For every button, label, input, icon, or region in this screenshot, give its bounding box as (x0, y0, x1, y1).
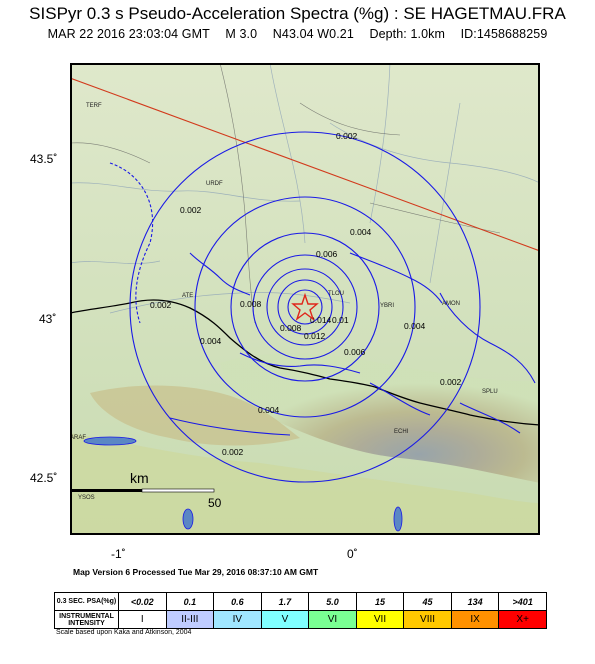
place-label: ECHI (394, 429, 409, 435)
contour-label: 0.002 (150, 300, 172, 310)
legend-intensity-value: II-III (166, 611, 214, 629)
contour-label: 0.004 (350, 227, 372, 237)
place-label: YBRI (380, 303, 395, 309)
scale-note: Scale based upon Kaka and Atkinson, 2004 (56, 629, 192, 636)
legend-intensity-row (55, 611, 547, 629)
lon-label-minus1: -1˚ (111, 547, 126, 561)
legend-intensity-value: V (261, 611, 309, 629)
place-label: ATE (182, 293, 194, 299)
lake (183, 509, 193, 529)
contour-label: 0.008 (240, 299, 262, 309)
place-label: URDF (206, 181, 223, 187)
lat-label-43: 43˚ (39, 312, 57, 326)
event-subtitle (0, 27, 595, 41)
contour-label: 0.004 (258, 405, 280, 415)
contour-label: 0.004 (404, 321, 426, 331)
shakemap-frame (70, 63, 540, 535)
lake (394, 507, 402, 531)
legend-intensity-value: X+ (499, 611, 547, 629)
legend-psa-value: 5.0 (309, 593, 357, 611)
legend-psa-value: <0.02 (119, 593, 167, 611)
contour-label: 0.002 (440, 377, 462, 387)
legend-intensity-value: VIII (404, 611, 452, 629)
place-label: TERF (86, 103, 102, 109)
legend-intensity-value: VII (356, 611, 404, 629)
contour-label: 0.014 (310, 315, 332, 325)
event-id: ID:1458688259 (460, 27, 548, 41)
legend-psa-value: 1.7 (261, 593, 309, 611)
place-label: YSOS (78, 495, 95, 501)
shakemap-svg (70, 63, 540, 535)
legend-psa-header: 0.3 SEC. PSA(%g) (55, 593, 119, 611)
map-version: Map Version 6 Processed Tue Mar 29, 2016 08:37:10 AM GMT (73, 567, 319, 577)
scale-bar-unit: km (130, 470, 149, 486)
intensity-legend (54, 592, 547, 629)
lon-label-0: 0˚ (347, 547, 358, 561)
contour-label: 0.01 (332, 315, 349, 325)
legend-psa-value: 0.6 (214, 593, 262, 611)
place-label: TLOU (328, 291, 345, 297)
legend-intensity-value: VI (309, 611, 357, 629)
legend-intensity-header: INSTRUMENTAL INTENSITY (55, 611, 119, 629)
contour-label: 0.006 (344, 347, 366, 357)
event-magnitude: M 3.0 (225, 27, 258, 41)
map-title: SISPyr 0.3 s Pseudo-Acceleration Spectra (%g) : SE HAGETMAU.FRA (29, 4, 566, 23)
scale-bar-value: 50 (208, 496, 222, 510)
legend-intensity-value: IV (214, 611, 262, 629)
lake (84, 437, 136, 445)
contour-label: 0.006 (316, 249, 338, 259)
contour-label: 0.002 (222, 447, 244, 457)
contour-label: 0.008 (280, 323, 302, 333)
legend-psa-value: 15 (356, 593, 404, 611)
legend-intensity-value: I (119, 611, 167, 629)
event-datetime: MAR 22 2016 23:03:04 GMT (47, 27, 210, 41)
lat-label-43-5: 43.5˚ (30, 152, 58, 166)
contour-label: 0.002 (336, 131, 358, 141)
legend-psa-row (55, 593, 547, 611)
legend-psa-value: 0.1 (166, 593, 214, 611)
legend-psa-value: 134 (451, 593, 499, 611)
legend-psa-value: 45 (404, 593, 452, 611)
lat-label-42-5: 42.5˚ (30, 471, 58, 485)
event-depth: Depth: 1.0km (369, 27, 445, 41)
place-label: SPLU (482, 389, 498, 395)
contour-label: 0.012 (304, 331, 326, 341)
contour-label: 0.004 (200, 336, 222, 346)
place-label: ARAF (70, 435, 87, 441)
contour-label: 0.002 (180, 205, 202, 215)
legend-psa-value: >401 (499, 593, 547, 611)
place-label: AMON (442, 301, 460, 307)
event-location: N43.04 W0.21 (272, 27, 354, 41)
legend-intensity-value: IX (451, 611, 499, 629)
